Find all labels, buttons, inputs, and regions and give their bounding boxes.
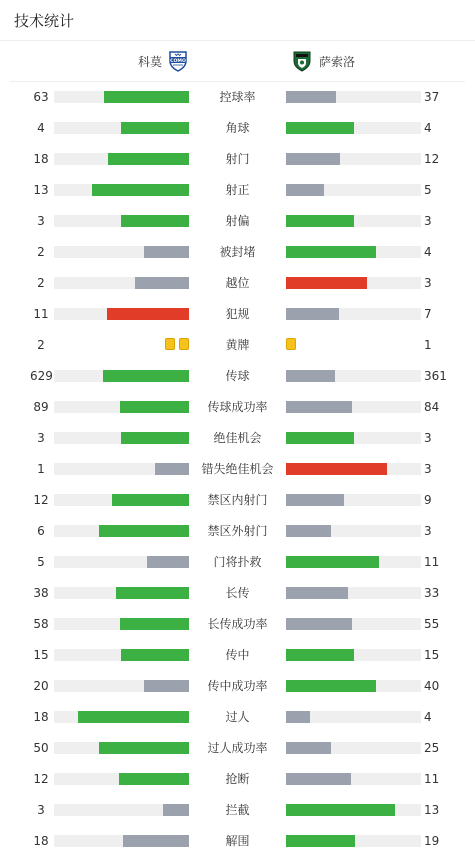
home-team-name: 科莫: [138, 54, 163, 69]
away-bar-fill: [286, 370, 335, 382]
stat-row: [0, 768, 475, 790]
away-bar-track: [286, 184, 421, 196]
away-bar-track: [286, 618, 421, 630]
stat-label: 传球成功率: [207, 400, 268, 414]
away-bar-fill: [286, 773, 351, 785]
away-bar-fill: [286, 122, 354, 134]
away-bar-fill: [286, 742, 331, 754]
home-bar-fill: [104, 91, 189, 103]
away-value: 4: [424, 121, 432, 135]
away-bar-fill: [286, 215, 354, 227]
home-value: 18: [33, 152, 49, 166]
stat-label: 门将扑救: [213, 555, 262, 569]
divider: [10, 81, 465, 82]
home-bar-fill: [163, 804, 189, 816]
home-value: 20: [33, 679, 49, 693]
home-bar-fill: [144, 246, 189, 258]
stat-label: 长传: [225, 586, 250, 600]
home-bar-track: [54, 308, 189, 320]
away-bar-fill: [286, 835, 355, 847]
away-bar-fill: [286, 401, 352, 413]
away-value: 11: [424, 772, 440, 786]
stat-label: 控球率: [219, 90, 256, 104]
away-value: 55: [424, 617, 440, 631]
away-value: 1: [424, 338, 432, 352]
home-bar-fill: [112, 494, 189, 506]
away-value: 84: [424, 400, 440, 414]
stat-row: [0, 86, 475, 108]
sassuolo-crest-icon: [291, 50, 313, 72]
stat-label: 越位: [225, 276, 250, 290]
away-bar-track: [286, 463, 421, 475]
stat-label: 传中: [225, 648, 250, 662]
stat-row: [0, 644, 475, 666]
away-bar-track: [286, 556, 421, 568]
away-bar-track: [286, 432, 421, 444]
home-bar-fill: [107, 308, 189, 320]
stat-label: 传球: [225, 369, 250, 383]
away-bar-fill: [286, 494, 344, 506]
home-bar-fill: [78, 711, 189, 723]
home-value: 5: [37, 555, 45, 569]
stat-row: [0, 272, 475, 294]
home-bar-track: [54, 494, 189, 506]
stat-row: [0, 551, 475, 573]
home-value: 629: [30, 369, 53, 383]
home-value: 38: [33, 586, 49, 600]
away-value: 15: [424, 648, 440, 662]
home-value: 3: [37, 803, 45, 817]
home-bar-track: [54, 742, 189, 754]
stat-label: 抢断: [225, 772, 250, 786]
away-bar-fill: [286, 432, 354, 444]
home-bar-fill: [123, 835, 189, 847]
home-bar-fill: [119, 773, 189, 785]
away-value: 3: [424, 462, 432, 476]
away-bar-fill: [286, 804, 395, 816]
stat-label: 传中成功率: [207, 679, 268, 693]
home-value: 2: [37, 276, 45, 290]
home-bar-track: [54, 153, 189, 165]
away-bar-fill: [286, 618, 352, 630]
home-yellow-cards: [165, 338, 189, 352]
yellow-card-icon: [165, 338, 175, 350]
away-value: 40: [424, 679, 440, 693]
stat-row: [0, 737, 475, 759]
home-bar-track: [54, 370, 189, 382]
home-value: 58: [33, 617, 49, 631]
home-bar-track: [54, 246, 189, 258]
away-bar-track: [286, 153, 421, 165]
stat-row: [0, 675, 475, 697]
yellow-card-icon: [179, 338, 189, 350]
home-value: 11: [33, 307, 49, 321]
away-value: 19: [424, 834, 440, 848]
home-bar-track: [54, 649, 189, 661]
away-value: 4: [424, 710, 432, 724]
home-bar-fill: [108, 153, 189, 165]
away-bar-track: [286, 804, 421, 816]
stat-label: 犯规: [225, 307, 250, 321]
away-bar-track: [286, 835, 421, 847]
away-bar-fill: [286, 587, 348, 599]
stat-row: [0, 582, 475, 604]
away-bar-fill: [286, 184, 324, 196]
away-bar-track: [286, 742, 421, 754]
stat-row: [0, 396, 475, 418]
stat-row: [0, 613, 475, 635]
home-bar-track: [54, 618, 189, 630]
away-bar-track: [286, 370, 421, 382]
away-value: 13: [424, 803, 440, 817]
home-bar-track: [54, 463, 189, 475]
stat-row: [0, 148, 475, 170]
away-value: 33: [424, 586, 440, 600]
away-bar-track: [286, 277, 421, 289]
home-value: 89: [33, 400, 49, 414]
away-bar-fill: [286, 308, 339, 320]
home-value: 63: [33, 90, 49, 104]
stat-label: 角球: [225, 121, 250, 135]
home-bar-fill: [147, 556, 189, 568]
away-bar-fill: [286, 711, 310, 723]
home-value: 6: [37, 524, 45, 538]
home-bar-fill: [120, 618, 189, 630]
home-bar-track: [54, 184, 189, 196]
home-bar-track: [54, 122, 189, 134]
stat-row: [0, 520, 475, 542]
away-bar-fill: [286, 649, 354, 661]
away-bar-fill: [286, 246, 376, 258]
away-bar-fill: [286, 463, 387, 475]
home-bar-track: [54, 804, 189, 816]
stat-row: [0, 179, 475, 201]
home-bar-track: [54, 277, 189, 289]
away-bar-track: [286, 246, 421, 258]
stat-label: 射偏: [225, 214, 250, 228]
stat-label: 绝佳机会: [213, 431, 262, 445]
home-bar-fill: [92, 184, 189, 196]
away-bar-fill: [286, 277, 367, 289]
home-value: 18: [33, 834, 49, 848]
away-team-name: 萨索洛: [319, 54, 356, 69]
away-bar-track: [286, 773, 421, 785]
stat-label: 错失绝佳机会: [201, 462, 274, 476]
como-crest-icon: [167, 50, 189, 72]
home-bar-track: [54, 401, 189, 413]
home-value: 2: [37, 245, 45, 259]
home-bar-track: [54, 835, 189, 847]
stat-label: 射门: [225, 152, 250, 166]
stat-label: 禁区外射门: [207, 524, 268, 538]
stat-row: [0, 365, 475, 387]
stat-row: [0, 489, 475, 511]
stat-row: [0, 241, 475, 263]
stat-label: 黄牌: [225, 338, 250, 352]
home-bar-track: [54, 432, 189, 444]
away-value: 361: [424, 369, 447, 383]
divider: [0, 40, 475, 41]
away-value: 37: [424, 90, 440, 104]
away-bar-track: [286, 680, 421, 692]
yellow-card-icon: [286, 338, 296, 350]
home-bar-fill: [135, 277, 189, 289]
home-bar-track: [54, 711, 189, 723]
home-bar-fill: [116, 587, 189, 599]
home-bar-track: [54, 91, 189, 103]
stat-row: [0, 830, 475, 852]
stat-row: [0, 334, 475, 356]
home-value: 50: [33, 741, 49, 755]
stat-row: [0, 303, 475, 325]
away-bar-track: [286, 711, 421, 723]
stat-label: 禁区内射门: [207, 493, 268, 507]
stat-label: 被封堵: [219, 245, 256, 259]
stat-row: [0, 210, 475, 232]
away-value: 9: [424, 493, 432, 507]
home-value: 18: [33, 710, 49, 724]
away-bar-track: [286, 587, 421, 599]
home-bar-fill: [155, 463, 189, 475]
stat-row: [0, 117, 475, 139]
away-value: 4: [424, 245, 432, 259]
home-value: 12: [33, 493, 49, 507]
home-value: 3: [37, 214, 45, 228]
home-bar-track: [54, 215, 189, 227]
stat-row: [0, 799, 475, 821]
home-bar-track: [54, 525, 189, 537]
away-bar-fill: [286, 525, 331, 537]
away-bar-track: [286, 494, 421, 506]
away-bar-fill: [286, 680, 376, 692]
away-bar-track: [286, 91, 421, 103]
stat-label: 长传成功率: [207, 617, 268, 631]
home-value: 15: [33, 648, 49, 662]
away-bar-track: [286, 308, 421, 320]
home-bar-fill: [144, 680, 189, 692]
home-bar-fill: [103, 370, 189, 382]
stat-label: 射正: [225, 183, 250, 197]
home-value: 4: [37, 121, 45, 135]
away-value: 12: [424, 152, 440, 166]
stat-label: 拦截: [225, 803, 250, 817]
home-bar-track: [54, 773, 189, 785]
home-bar-fill: [120, 401, 189, 413]
away-value: 5: [424, 183, 432, 197]
home-bar-track: [54, 680, 189, 692]
away-value: 7: [424, 307, 432, 321]
away-value: 3: [424, 276, 432, 290]
home-value: 3: [37, 431, 45, 445]
home-value: 13: [33, 183, 49, 197]
away-value: 3: [424, 214, 432, 228]
away-bar-fill: [286, 153, 340, 165]
away-bar-fill: [286, 91, 336, 103]
home-bar-track: [54, 587, 189, 599]
home-bar-fill: [121, 215, 189, 227]
home-bar-fill: [99, 525, 189, 537]
stat-label: 过人成功率: [207, 741, 268, 755]
home-value: 1: [37, 462, 45, 476]
away-team[interactable]: [291, 50, 355, 72]
stat-row: [0, 706, 475, 728]
away-bar-track: [286, 401, 421, 413]
svg-text:COMO: COMO: [170, 58, 186, 64]
stat-row: [0, 458, 475, 480]
stat-label: 过人: [225, 710, 250, 724]
home-bar-fill: [121, 432, 189, 444]
away-bar-track: [286, 525, 421, 537]
home-team[interactable]: [138, 50, 189, 72]
home-bar-fill: [99, 742, 189, 754]
section-title: 技术统计: [14, 12, 75, 30]
home-bar-fill: [121, 649, 189, 661]
home-value: 12: [33, 772, 49, 786]
stat-label: 解围: [225, 834, 250, 848]
away-bar-track: [286, 649, 421, 661]
away-bar-fill: [286, 556, 379, 568]
away-bar-track: [286, 122, 421, 134]
home-bar-fill: [121, 122, 189, 134]
away-value: 3: [424, 524, 432, 538]
away-value: 25: [424, 741, 440, 755]
away-yellow-cards: [286, 338, 296, 352]
stat-row: [0, 427, 475, 449]
away-value: 11: [424, 555, 440, 569]
away-value: 3: [424, 431, 432, 445]
away-bar-track: [286, 215, 421, 227]
home-bar-track: [54, 556, 189, 568]
home-value: 2: [37, 338, 45, 352]
